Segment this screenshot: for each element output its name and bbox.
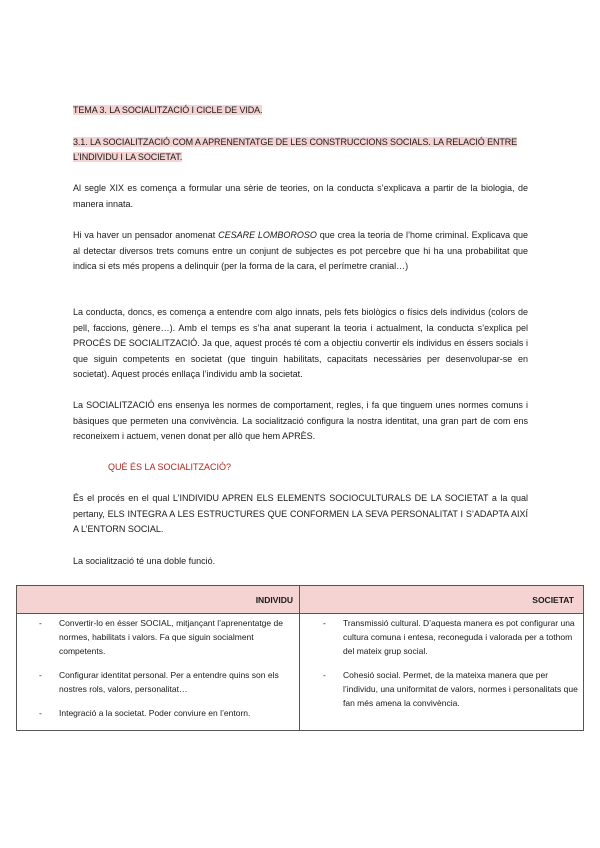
red-heading: QUÈ ÉS LA SOCIALITZACIÓ?	[108, 462, 232, 472]
list-item	[39, 706, 293, 720]
list-item-text: Configurar identitat personal. Per a entendre quins son els nostres rols, valors, personalitat…	[59, 670, 279, 694]
header-societat: SOCIETAT	[532, 595, 574, 605]
dash-bullet: -	[39, 708, 42, 718]
list-item-text: Convertir-lo en ésser SOCIAL, mitjançant l’aprenentatge de normes, habilitats i valors. Fa que siguin socialment competents.	[59, 618, 283, 656]
dash-bullet: -	[323, 618, 326, 628]
paragraph-3: La conducta, doncs, es comença a entendre com algo innats, pels fets biològics o físics dels individus (colors de pell, faccions, gènere…). Amb el temps es s’ha anat superant la teoria i actualment, la conducta s’explica pel PROCÉS DE SOCIALITZACIÓ. Ja que, aquest procés té com a objectiu convertir els individus en éssers socials i que siguin competents en societat (que tinguin habilitats, capacitats necessàries per desenvolupar-se en societat). Aquest procés enllaça l’individu amb la societat.	[73, 307, 528, 379]
table-header-row	[17, 586, 583, 614]
title-text: TEMA 3. LA SOCIALITZACIÓ I CICLE DE VIDA.	[73, 105, 263, 115]
list-item-text: Cohesió social. Permet, de la mateixa manera que per l’individu, una uniformitat de valors, normes i personalitats que fan més amena la convivència.	[343, 670, 578, 708]
subtitle-line-2: L’INDIVIDU I LA SOCIETAT.	[73, 152, 183, 162]
paragraph-2-rest: que crea la teoria de l’home criminal. Explicava que al detectar diversos trets comuns entre un conjunt de subjectes es pot percebre que hi ha una probabilitat que indica si ets més propens a delinquir (per la forma de la cara, el perímetre cranial…)	[73, 230, 529, 271]
paragraph-4: La SOCIALITZACIÓ ens ensenya les normes de comportament, regles, i fa que tinguem unes normes comuns i bàsiques que permeten una convivència. La socialització configura la nostra identitat, una gran part de com ens reconeixem i actuem, venen donat per allò que hem APRÈS.	[73, 400, 528, 441]
functions-table	[16, 585, 584, 731]
person-name: CESARE LOMBOROSO	[218, 230, 317, 240]
list-item	[39, 668, 293, 696]
header-individu: INDIVIDU	[255, 595, 293, 605]
paragraph-5: És el procés en el qual L’INDIVIDU APREN ELS ELEMENTS SOCIOCULTURALS DE LA SOCIETAT a la qual pertany, ELS INTEGRA A LES ESTRUCTURES QUE CONFORMEN LA SEVA PERSONALITAT I S’ADAPTA AIXÍ A L’ENTORN SOCIAL.	[73, 493, 528, 534]
list-item	[39, 616, 293, 658]
list-item-text: Transmissió cultural. D’aquesta manera es pot configurar una cultura comuna i entesa, reconeguda i valorada per a tothom del mateix grup social.	[343, 618, 575, 656]
list-item-text: Integració a la societat. Poder conviure en l’entorn.	[59, 708, 251, 718]
paragraph-2-intro: Hi va haver un pensador anomenat	[73, 230, 219, 240]
paragraph-6: La socialització té una doble funció.	[73, 556, 216, 566]
dash-bullet: -	[323, 670, 326, 680]
list-item	[323, 668, 579, 710]
list-item	[323, 616, 579, 658]
section-subtitle	[73, 135, 528, 165]
dash-bullet: -	[39, 670, 42, 680]
document-title	[73, 104, 262, 116]
subtitle-line-1: 3.1. LA SOCIALITZACIÓ COM A APRENENTATGE DE LES CONSTRUCCIONS SOCIALS. LA RELACIÓ ENTRE	[73, 137, 518, 147]
societat-column	[323, 616, 579, 720]
paragraph-2	[73, 228, 528, 275]
individu-column	[39, 616, 293, 730]
table-column-divider	[299, 586, 300, 730]
dash-bullet: -	[39, 618, 42, 628]
paragraph-1: Al segle XIX es comença a formular una sèrie de teories, on la conducta s’explicava a partir de la biologia, de manera innata.	[73, 183, 528, 209]
